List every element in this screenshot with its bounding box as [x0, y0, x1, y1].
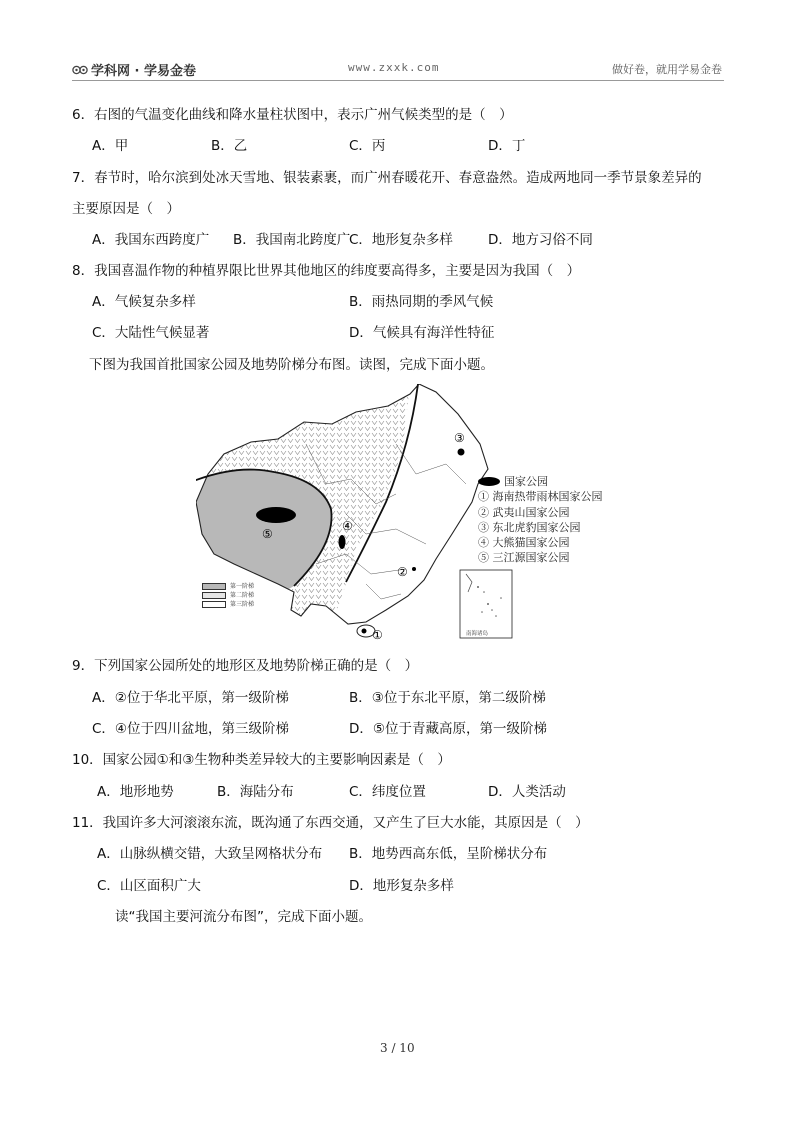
question-8-option-d[interactable]: D．气候具有海洋性特征 [349, 325, 495, 341]
brand-logo [72, 60, 196, 79]
question-9-stem: 9．下列国家公园所处的地形区及地势阶梯正确的是（ ） [72, 658, 419, 674]
step-legend-row-3 [202, 600, 254, 609]
question-11-option-d[interactable]: D．地形复杂多样 [349, 878, 454, 894]
marker-5: ⑤ [262, 527, 273, 541]
step-3-label: 第三阶梯 [230, 601, 255, 608]
question-9-option-d[interactable]: D．⑤位于青藏高原，第一级阶梯 [349, 721, 547, 737]
step-2-label: 第二阶梯 [230, 592, 255, 599]
question-7-option-d[interactable]: D．地方习俗不同 [488, 232, 593, 248]
page-number: 3 / 10 [380, 1041, 415, 1055]
step-1-label: 第一阶梯 [230, 583, 255, 590]
question-6-stem: 6．右图的气温变化曲线和降水量柱状图中，表示广州气候类型的是（ ） [72, 107, 513, 123]
legend-item: ④ 大熊猫国家公园 [478, 536, 570, 550]
question-8-option-b[interactable]: B．雨热同期的季风气候 [349, 294, 494, 310]
question-6-option-b[interactable]: B．乙 [211, 138, 248, 154]
legend-item: ⑤ 三江源国家公园 [478, 551, 570, 565]
south-china-sea-inset [460, 570, 512, 638]
question-7-option-c[interactable]: C．地形复杂多样 [349, 232, 453, 248]
legend-item: ③ 东北虎豹国家公园 [478, 520, 581, 534]
rivers-intro-text: 读“我国主要河流分布图”，完成下面小题。 [115, 909, 372, 925]
question-9-option-c[interactable]: C．④位于四川盆地，第三级阶梯 [92, 721, 290, 737]
question-10-option-b[interactable]: B．海陆分布 [217, 784, 294, 800]
park-hainan-marker[interactable] [362, 629, 367, 634]
park-sanjiangyuan-marker[interactable] [256, 507, 296, 523]
park-giant-panda-marker[interactable] [339, 535, 346, 549]
question-8-stem: 8．我国喜温作物的种植界限比世界其他地区的纬度要高得多，主要是因为我国（ ） [72, 263, 581, 279]
brand-name: 学科网 · 学易金卷 [91, 64, 196, 79]
header-slogan: 做好卷，就用学易金卷 [612, 63, 722, 76]
question-6-option-c[interactable]: C．丙 [349, 138, 386, 154]
marker-2: ② [397, 565, 408, 579]
map-intro-text: 下图为我国首批国家公园及地势阶梯分布图。读图，完成下面小题。 [89, 357, 494, 373]
question-9-option-b[interactable]: B．③位于东北平原，第二级阶梯 [349, 690, 546, 706]
swatch-step-3 [202, 601, 226, 608]
marker-1: ① [372, 628, 383, 642]
question-7-option-b[interactable]: B．我国南北跨度广 [233, 232, 351, 248]
swatch-step-2 [202, 592, 226, 599]
header-divider [72, 80, 724, 81]
swatch-step-1 [202, 583, 226, 590]
question-11-option-b[interactable]: B．地势西高东低，呈阶梯状分布 [349, 846, 548, 862]
question-10-option-a[interactable]: A．地形地势 [97, 784, 174, 800]
question-10-option-d[interactable]: D．人类活动 [488, 784, 566, 800]
question-8-option-a[interactable]: A．气候复杂多样 [92, 294, 196, 310]
park-legend [478, 474, 603, 566]
park-symbol-icon [478, 477, 500, 486]
inset-label: 南海诸岛 [466, 631, 489, 637]
question-11-option-a[interactable]: A．山脉纵横交错，大致呈网格状分布 [97, 846, 323, 862]
page-header [72, 60, 722, 79]
question-7-stem: 7．春节时，哈尔滨到处冰天雪地、银装素裹，而广州春暖花开、春意盎然。造成两地同一季节景象差异的 [72, 170, 702, 186]
question-7-stem-cont: 主要原因是（ ） [72, 201, 180, 217]
legend-item: ① 海南热带雨林国家公园 [478, 490, 603, 504]
marker-3: ③ [454, 431, 465, 445]
owl-logo-icon [72, 64, 88, 76]
site-url[interactable]: www.zxxk.com [348, 61, 440, 74]
legend-title: 国家公园 [504, 475, 548, 488]
step-legend-row-2 [202, 591, 254, 600]
question-11-option-c[interactable]: C．山区面积广大 [97, 878, 201, 894]
question-8-option-c[interactable]: C．大陆性气候显著 [92, 325, 210, 341]
step-legend-row-1 [202, 582, 254, 591]
question-11-stem: 11．我国许多大河滚滚东流，既沟通了东西交通，又产生了巨大水能，其原因是（ ） [72, 815, 589, 831]
question-10-option-c[interactable]: C．纬度位置 [349, 784, 426, 800]
question-10-stem: 10．国家公园①和③生物种类差异较大的主要影响因素是（ ） [72, 752, 451, 768]
question-6-option-a[interactable]: A．甲 [92, 138, 129, 154]
legend-item: ② 武夷山国家公园 [478, 505, 570, 519]
step-legend [202, 582, 254, 609]
park-tiger-leopard-marker[interactable] [458, 449, 465, 456]
question-7-option-a[interactable]: A．我国东西跨度广 [92, 232, 210, 248]
park-wuyishan-marker[interactable] [412, 567, 416, 571]
question-6-option-d[interactable]: D．丁 [488, 138, 526, 154]
legend-title-row [478, 474, 603, 489]
question-9-option-a[interactable]: A．②位于华北平原，第一级阶梯 [92, 690, 289, 706]
marker-4: ④ [342, 519, 353, 533]
